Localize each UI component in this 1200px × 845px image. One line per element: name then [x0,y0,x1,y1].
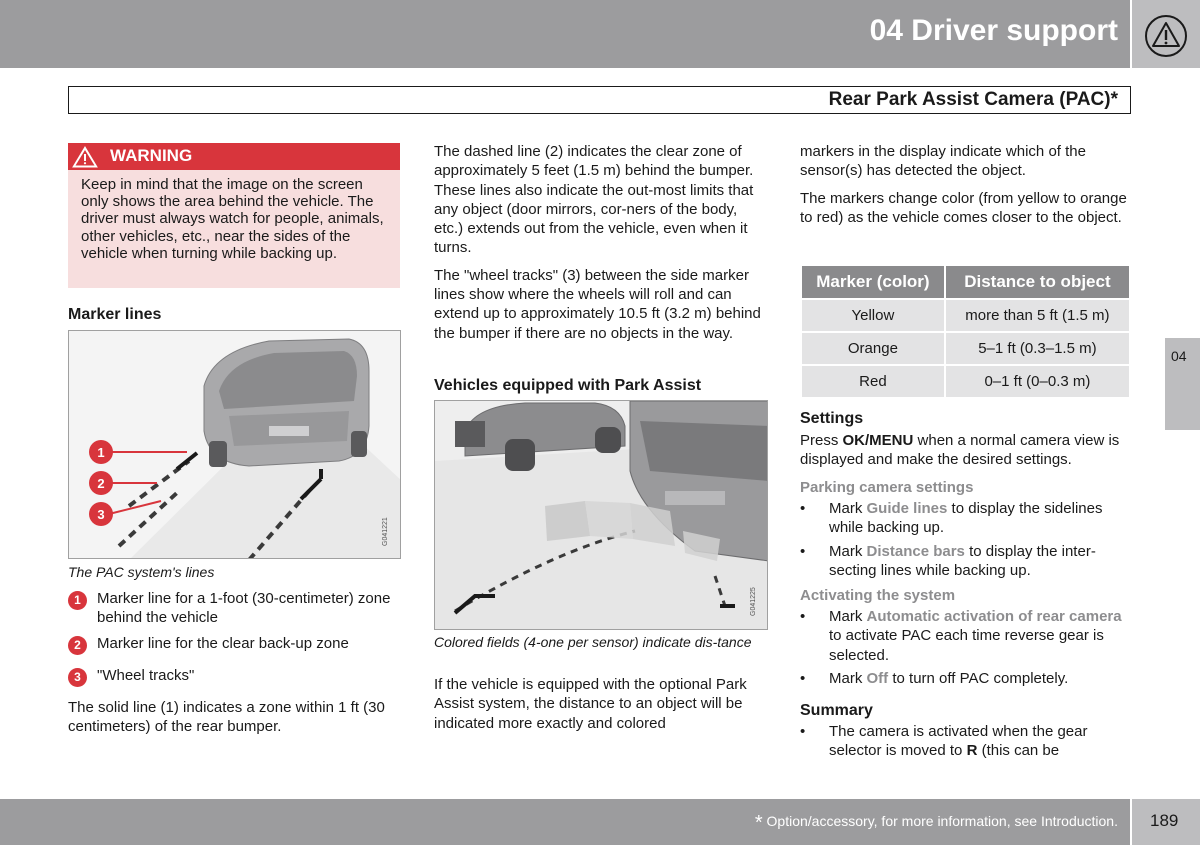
park-assist-illustration [435,401,768,630]
right-column-intro [800,142,1131,235]
settings-pre: Press [800,432,843,449]
callout-1 [89,440,113,464]
table-header-row [802,266,1129,298]
wheel-tracks-paragraph: The "wheel tracks" (3) between the side marker lines show where the wheels will roll and can extend up to approximately 10.5 ft (3.2 m) behind the bumper if there are no objects in the way. [434,266,761,342]
section-title: Rear Park Assist Camera (PAC)* [828,89,1118,110]
table-row [802,366,1129,397]
legend-text-3: "Wheel tracks" [97,667,195,684]
bullet-dot: • [800,670,806,687]
page-number: 189 [1150,811,1179,830]
table-cell: 0–1 ft (0–0.3 m) [946,366,1129,397]
settings-paragraph [800,431,1131,470]
warning-header [68,143,400,170]
bullet-dot: • [800,608,806,625]
footer-note [755,812,1118,835]
legend-num-1: 1 [68,591,87,610]
warning-text: Keep in mind that the image on the screen only shows the area behind the vehicle. The driver must always watch for people, animals, other vehicles, etc., near the sides of the vehicle when turning while backing up. [68,170,400,288]
warning-triangle-icon [1144,14,1188,58]
bullet-dot: • [800,543,806,560]
off-desc: to turn off PAC completely. [892,670,1069,687]
bullet-text [829,722,1131,761]
marker-lines-heading: Marker lines [68,306,162,323]
callout-3 [89,502,113,526]
footer-note-text: Option/accessory, for more information, see Introduction. [766,813,1118,829]
warning-label: WARNING [110,146,193,165]
bullet-dot: • [800,723,806,740]
bullet-text [829,542,1131,581]
summary-heading: Summary [800,702,873,719]
pac-lines-illustration [69,331,401,559]
bullet-text [829,669,1131,688]
callout-2 [89,471,113,495]
figure-code-1: G041221 [382,517,389,546]
callout-1-label: 1 [97,445,105,460]
pac-lines-caption: The PAC system's lines [68,564,215,580]
middle-column [434,142,768,351]
callout-2-label: 2 [97,476,105,491]
warning-icon [72,146,98,168]
bullet-mark: Mark [829,670,863,687]
bullet-text [829,607,1131,665]
park-assist-paragraph: If the vehicle is equipped with the optional Park Assist system, the distance to an object will be indicated more exactly and colored [434,676,747,732]
table-cell: more than 5 ft (1.5 m) [946,300,1129,331]
parking-camera-settings-heading: Parking camera settings [800,479,974,496]
footer-asterisk: * [754,812,763,834]
auto-activation-option[interactable]: Automatic activation of rear camera [866,608,1122,625]
park-assist-heading: Vehicles equipped with Park Assist [434,377,702,394]
table-cell: 5–1 ft (0.3–1.5 m) [946,333,1129,364]
guide-lines-desc: to display the sidelines while backing up. [829,500,1103,537]
table-cell: Yellow [802,300,944,331]
legend-text-1: Marker line for a 1-foot (30-centimeter) zone behind the vehicle [97,590,391,627]
distance-bars-desc: to display the inter-secting lines while backing up. [829,543,1096,580]
bullet-mark: Mark [829,608,863,625]
guide-lines-option[interactable]: Guide lines [866,500,948,517]
table-row [802,333,1129,364]
bullet-dot: • [800,500,806,517]
table-cell: Red [802,366,944,397]
park-assist-caption: Colored fields (4-one per sensor) indicate dis-tance [434,634,752,650]
pac-lines-figure [68,330,401,559]
markers-paragraph: markers in the display indicate which of the sensor(s) has detected the object. [800,143,1086,180]
auto-activation-desc: to activate PAC each time reverse gear is selected. [829,627,1104,664]
summary-key: R [966,742,978,760]
legend-text-2: Marker line for the clear back-up zone [97,635,349,652]
distance-bars-option[interactable]: Distance bars [866,543,965,560]
table-header-distance: Distance to object [946,266,1129,298]
table-row [802,300,1129,331]
callout-3-label: 3 [97,507,105,522]
off-option[interactable]: Off [866,670,889,687]
summary-pre: The camera is activated when the gear selector is moved to [829,723,1088,760]
dashed-line-paragraph: The dashed line (2) indicates the clear zone of approximately 5 feet (1.5 m) behind the bumper. These lines also indicate the out-most limits that any object (door mirrors, cor-ners of the body, etc.) extends out from the vehicle, even when it turns. [434,143,754,257]
settings-key: OK/MENU [842,432,914,449]
settings-post: when a normal camera view is displayed and make the desired settings. [800,432,1120,469]
table-header-marker: Marker (color) [802,266,944,298]
chapter-title: 04 Driver support [869,14,1118,47]
park-assist-figure [434,400,768,630]
chapter-side-tab [1165,338,1200,430]
table-cell: Orange [802,333,944,364]
bullet-mark: Mark [829,500,863,517]
settings-heading: Settings [800,410,864,427]
section-title-bar [68,86,1131,114]
summary-post: (this can be [977,742,1060,760]
bullet-mark: Mark [829,543,863,560]
color-change-paragraph: The markers change color (from yellow to orange to red) as the vehicle comes closer to the object. [800,189,1127,226]
side-tab-label: 04 [1171,348,1187,364]
bullet-text [829,499,1131,538]
activating-system-heading: Activating the system [800,587,956,604]
legend-num-2: 2 [68,636,87,655]
legend-num-3: 3 [68,668,87,687]
marker-distance-table [800,264,1131,399]
figure-code-2: G041225 [750,587,757,616]
solid-line-paragraph: The solid line (1) indicates a zone within 1 ft (30 centimeters) of the rear bumper. [68,699,385,736]
